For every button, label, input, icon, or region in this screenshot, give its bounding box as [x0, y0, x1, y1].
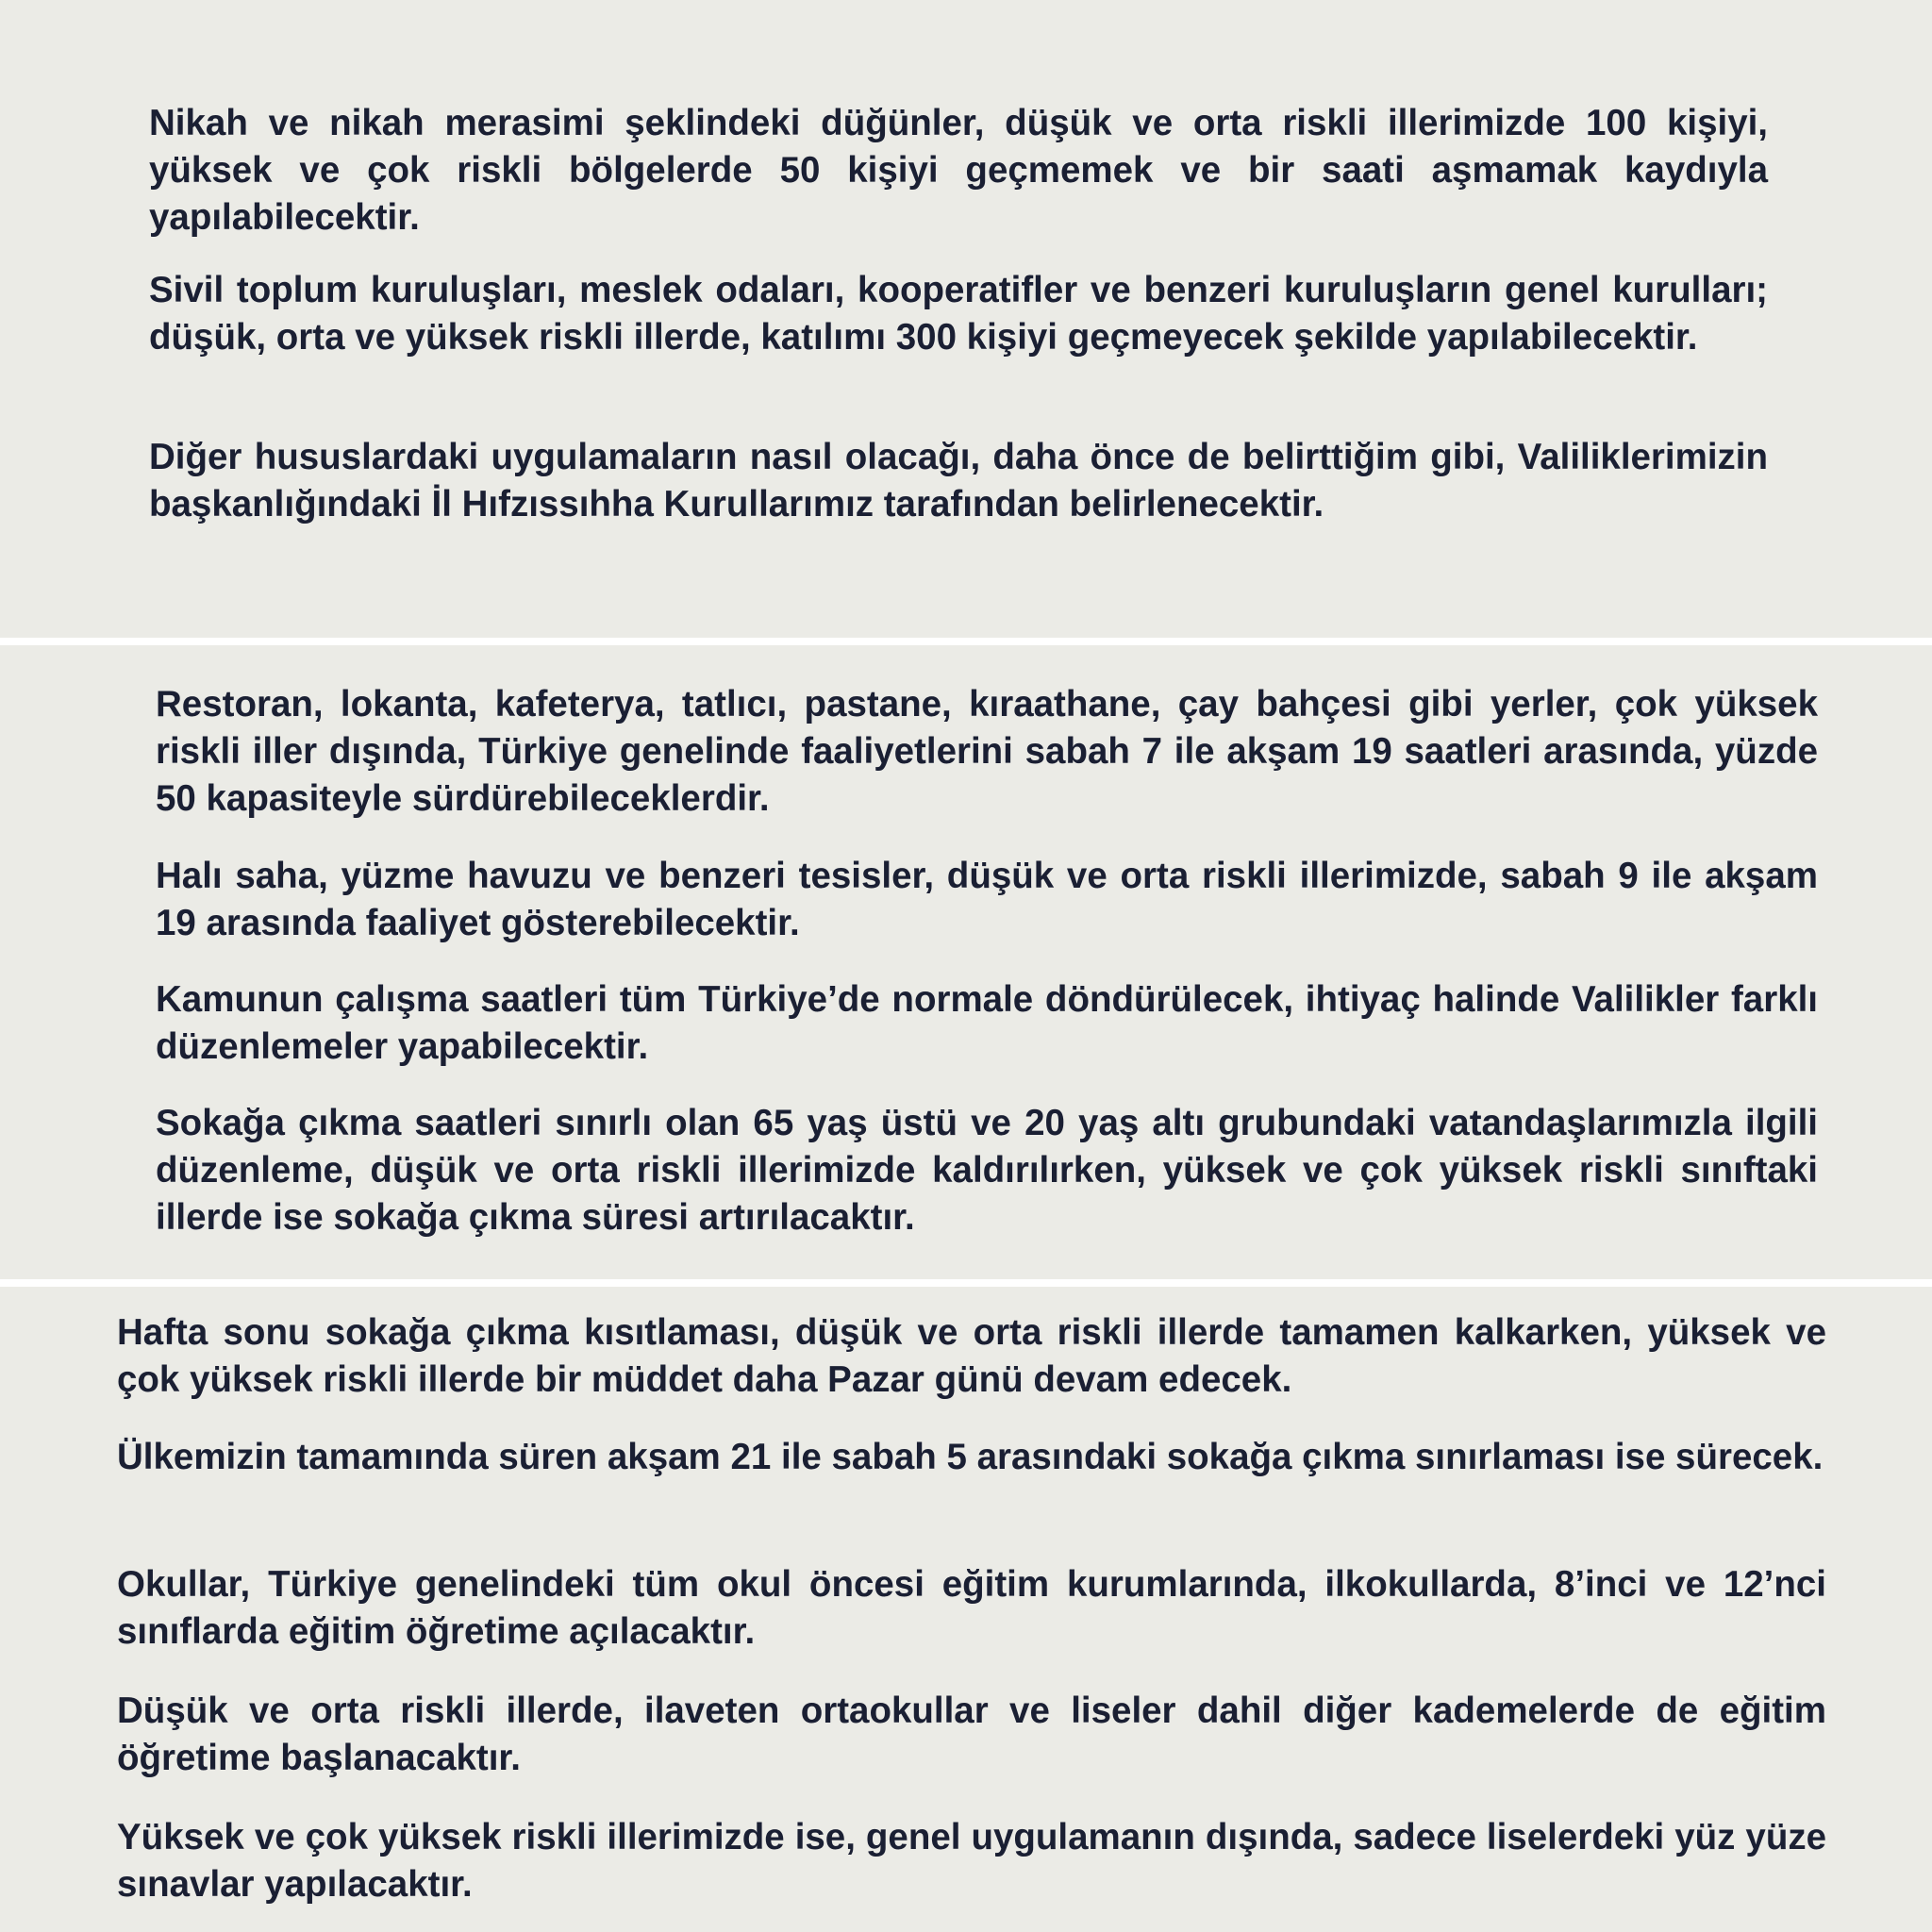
- paragraph-restaurants: Restoran, lokanta, kafeterya, tatlıcı, pastane, kıraathane, çay bahçesi gibi yerler, çok yüksek riskli iller dışında, Türkiye genelinde faaliyetlerini sabah 7 ile akşam 19 saatleri arasında, yüzde 50 kapasiteyle sürdürebileceklerdir.: [156, 684, 1818, 819]
- paragraph-public-working-hours: Kamunun çalışma saatleri tüm Türkiye’de normale döndürülecek, ihtiyaç halinde Valilikler farklı düzenlemeler yapabilecektir.: [156, 979, 1818, 1067]
- paragraph-low-risk-schools: Düşük ve orta riskli illerde, ilaveten ortaokullar ve liseler dahil diğer kademelerde de eğitim öğretime başlanacaktır.: [117, 1690, 1826, 1778]
- paragraph-weekend-curfew: Hafta sonu sokağa çıkma kısıtlaması, düşük ve orta riskli illerde tamamen kalkarken, yüksek ve çok yüksek riskli illerde bir müddet daha Pazar günü devam edecek.: [117, 1312, 1826, 1400]
- paragraph-weddings: Nikah ve nikah merasimi şeklindeki düğünler, düşük ve orta riskli illerimizde 100 kişiyi, yüksek ve çok riskli bölgelerde 50 kişiyi geçmemek ve bir saati aşmamak kaydıyla yapılabilecektir.: [149, 103, 1768, 238]
- paragraph-general-assemblies: Sivil toplum kuruluşları, meslek odaları, kooperatifler ve benzeri kuruluşların genel kurulları; düşük, orta ve yüksek riskli illerde, katılımı 300 kişiyi geçmeyecek şekilde yapılabilecektir.: [149, 270, 1768, 358]
- text-panel-3: [0, 1287, 1932, 1932]
- paragraph-sports-facilities: Halı saha, yüzme havuzu ve benzeri tesisler, düşük ve orta riskli illerimizde, sabah 9 ile akşam 19 arasında faaliyet gösterebilecektir.: [156, 856, 1818, 943]
- paragraph-high-risk-exams: Yüksek ve çok yüksek riskli illerimizde ise, genel uygulamanın dışında, sadece liselerdeki yüz yüze sınavlar yapılacaktır.: [117, 1817, 1826, 1905]
- paragraph-schools: Okullar, Türkiye genelindeki tüm okul öncesi eğitim kurumlarında, ilkokullarda, 8’inci ve 12’nci sınıflarda eğitim öğretime açılacaktır.: [117, 1564, 1826, 1652]
- paragraph-night-curfew: Ülkemizin tamamında süren akşam 21 ile sabah 5 arasındaki sokağa çıkma sınırlaması ise sürecek.: [117, 1437, 1824, 1477]
- paragraph-age-restrictions: Sokağa çıkma saatleri sınırlı olan 65 yaş üstü ve 20 yaş altı grubundaki vatandaşlarımızla ilgili düzenleme, düşük ve orta riskli illerimizde kaldırılırken, yüksek ve çok yüksek riskli sınıftaki illerde ise sokağa çıkma süresi artırılacaktır.: [156, 1103, 1818, 1238]
- text-panel-2: [0, 645, 1932, 1279]
- paragraph-other-matters: Diğer hususlardaki uygulamaların nasıl olacağı, daha önce de belirttiğim gibi, Valiliklerimizin başkanlığındaki İl Hıfzıssıhha Kurullarımız tarafından belirlenecektir.: [149, 437, 1768, 525]
- text-panel-1: [0, 0, 1932, 638]
